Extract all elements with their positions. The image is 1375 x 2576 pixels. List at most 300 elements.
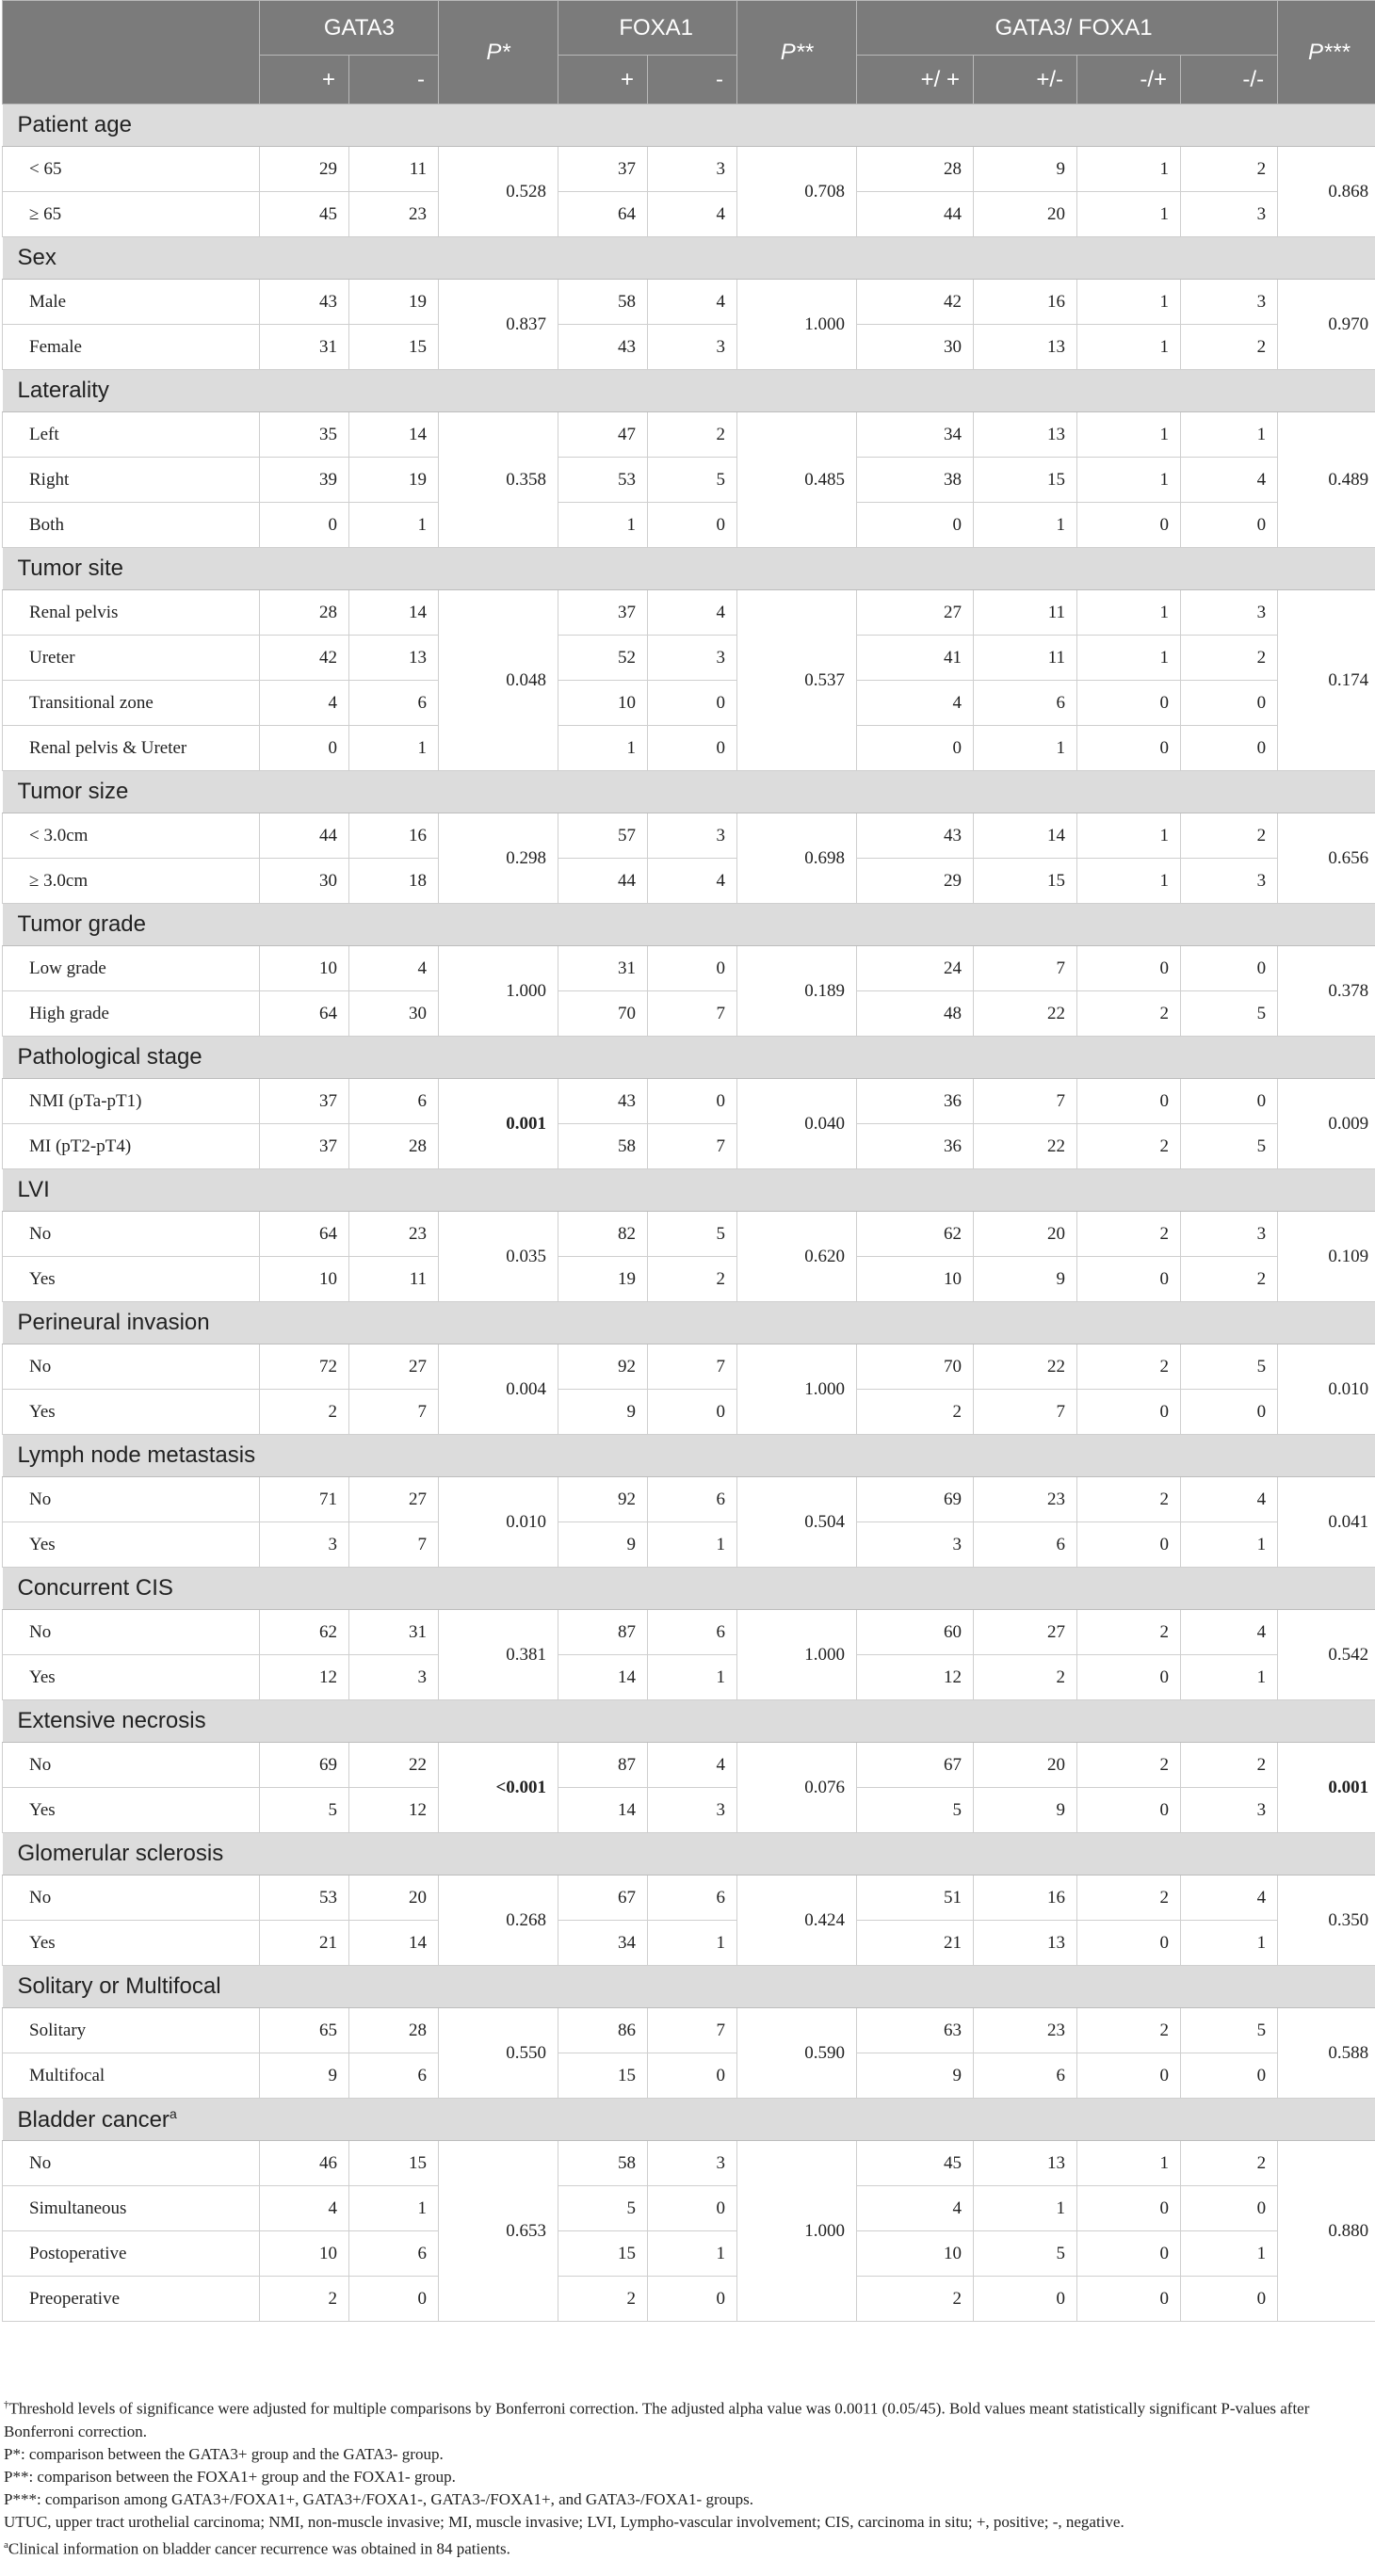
count-cell: 5 <box>857 1788 974 1833</box>
count-cell: 53 <box>558 458 648 503</box>
header-foxa1: FOXA1 <box>558 1 737 56</box>
count-cell: 0 <box>1077 1390 1181 1435</box>
count-cell: 2 <box>1077 1743 1181 1788</box>
count-cell: 12 <box>857 1655 974 1700</box>
count-cell: 1 <box>648 2231 737 2277</box>
count-cell: 30 <box>857 325 974 370</box>
count-cell: 2 <box>1077 2008 1181 2053</box>
count-cell: 10 <box>857 1257 974 1302</box>
row-label: < 3.0cm <box>3 813 260 859</box>
p-value-foxa1: 0.076 <box>737 1743 857 1833</box>
count-cell: 6 <box>349 2231 439 2277</box>
count-cell: 43 <box>558 1079 648 1124</box>
count-cell: 0 <box>1077 1522 1181 1568</box>
header-combo-pn: +/- <box>974 56 1077 105</box>
count-cell: 0 <box>1181 2053 1278 2099</box>
count-cell: 4 <box>1181 1876 1278 1921</box>
count-cell: 35 <box>260 412 349 458</box>
count-cell: 0 <box>648 726 737 771</box>
count-cell: 1 <box>1077 2141 1181 2186</box>
p-value-gata3: 0.010 <box>439 1477 558 1568</box>
category-row <box>3 1700 1375 1743</box>
count-cell: 27 <box>349 1344 439 1390</box>
row-label: No <box>3 1212 260 1257</box>
table-row <box>3 1610 1375 1655</box>
count-cell: 0 <box>1181 726 1278 771</box>
count-cell: 58 <box>558 280 648 325</box>
count-cell: 2 <box>260 1390 349 1435</box>
count-cell: 6 <box>349 1079 439 1124</box>
count-cell: 63 <box>857 2008 974 2053</box>
table-row <box>3 859 1375 904</box>
count-cell: 11 <box>974 636 1077 681</box>
count-cell: 64 <box>260 991 349 1037</box>
p-value-gata3: 1.000 <box>439 946 558 1037</box>
count-cell: 1 <box>558 503 648 548</box>
count-cell: 1 <box>1077 192 1181 237</box>
count-cell: 4 <box>1181 1610 1278 1655</box>
count-cell: 2 <box>1077 1610 1181 1655</box>
count-cell: 72 <box>260 1344 349 1390</box>
row-label: Yes <box>3 1655 260 1700</box>
count-cell: 0 <box>1181 2277 1278 2322</box>
p-value-gata3: 0.048 <box>439 590 558 771</box>
table-row <box>3 2277 1375 2322</box>
header-foxa1-neg: - <box>648 56 737 105</box>
p-value-gata3: 0.004 <box>439 1344 558 1435</box>
row-label: Both <box>3 503 260 548</box>
table-row <box>3 991 1375 1037</box>
table-row <box>3 1522 1375 1568</box>
category-row <box>3 1169 1375 1212</box>
count-cell: 13 <box>974 325 1077 370</box>
count-cell: 7 <box>974 1079 1077 1124</box>
count-cell: 0 <box>648 1079 737 1124</box>
table-row <box>3 280 1375 325</box>
count-cell: 22 <box>974 991 1077 1037</box>
count-cell: 5 <box>1181 1124 1278 1169</box>
count-cell: 22 <box>349 1743 439 1788</box>
count-cell: 4 <box>648 590 737 636</box>
row-label: Yes <box>3 1788 260 1833</box>
count-cell: 6 <box>349 681 439 726</box>
count-cell: 58 <box>558 1124 648 1169</box>
row-label: Renal pelvis & Ureter <box>3 726 260 771</box>
row-label: Right <box>3 458 260 503</box>
count-cell: 4 <box>1181 458 1278 503</box>
count-cell: 2 <box>1181 147 1278 192</box>
count-cell: 0 <box>1077 1655 1181 1700</box>
count-cell: 64 <box>558 192 648 237</box>
p-value-combined: 0.009 <box>1278 1079 1375 1169</box>
row-label: Simultaneous <box>3 2186 260 2231</box>
count-cell: 7 <box>648 2008 737 2053</box>
category-label: Extensive necrosis <box>3 1700 1375 1743</box>
count-cell: 37 <box>260 1124 349 1169</box>
count-cell: 1 <box>1077 859 1181 904</box>
count-cell: 57 <box>558 813 648 859</box>
p-value-combined: 0.656 <box>1278 813 1375 904</box>
count-cell: 3 <box>1181 192 1278 237</box>
count-cell: 1 <box>648 1522 737 1568</box>
count-cell: 71 <box>260 1477 349 1522</box>
p-value-combined: 0.001 <box>1278 1743 1375 1833</box>
count-cell: 2 <box>1181 1743 1278 1788</box>
count-cell: 42 <box>260 636 349 681</box>
count-cell: 3 <box>349 1655 439 1700</box>
count-cell: 36 <box>857 1079 974 1124</box>
count-cell: 6 <box>974 1522 1077 1568</box>
count-cell: 2 <box>974 1655 1077 1700</box>
count-cell: 0 <box>648 681 737 726</box>
count-cell: 0 <box>857 503 974 548</box>
count-cell: 0 <box>1077 1257 1181 1302</box>
count-cell: 3 <box>260 1522 349 1568</box>
footnote-p3: P***: comparison among GATA3+/FOXA1+, GATA3+/FOXA1-, GATA3-/FOXA1+, and GATA3-/FOXA1- groups. <box>4 2489 753 2508</box>
count-cell: 0 <box>648 2277 737 2322</box>
count-cell: 48 <box>857 991 974 1037</box>
table-row <box>3 813 1375 859</box>
table-row <box>3 2186 1375 2231</box>
count-cell: 70 <box>558 991 648 1037</box>
count-cell: 28 <box>349 2008 439 2053</box>
count-cell: 11 <box>349 147 439 192</box>
count-cell: 3 <box>1181 859 1278 904</box>
count-cell: 5 <box>648 1212 737 1257</box>
p-value-combined: 0.350 <box>1278 1876 1375 1966</box>
count-cell: 7 <box>349 1522 439 1568</box>
count-cell: 2 <box>1077 1876 1181 1921</box>
count-cell: 3 <box>648 2141 737 2186</box>
count-cell: 13 <box>349 636 439 681</box>
count-cell: 1 <box>1181 1522 1278 1568</box>
category-footnote-mark: a <box>169 2105 177 2121</box>
count-cell: 16 <box>974 280 1077 325</box>
count-cell: 0 <box>974 2277 1077 2322</box>
count-cell: 15 <box>974 859 1077 904</box>
count-cell: 2 <box>1181 813 1278 859</box>
row-label: NMI (pTa-pT1) <box>3 1079 260 1124</box>
p-value-gata3: 0.653 <box>439 2141 558 2322</box>
count-cell: 67 <box>558 1876 648 1921</box>
count-cell: 31 <box>349 1610 439 1655</box>
count-cell: 0 <box>1181 2186 1278 2231</box>
category-row <box>3 548 1375 590</box>
count-cell: 13 <box>974 1921 1077 1966</box>
header-combo-np: -/+ <box>1077 56 1181 105</box>
count-cell: 10 <box>260 1257 349 1302</box>
count-cell: 0 <box>1077 2053 1181 2099</box>
p-value-gata3: 0.001 <box>439 1079 558 1169</box>
count-cell: 31 <box>558 946 648 991</box>
category-label: Lymph node metastasis <box>3 1435 1375 1477</box>
count-cell: 1 <box>648 1655 737 1700</box>
count-cell: 18 <box>349 859 439 904</box>
count-cell: 14 <box>558 1788 648 1833</box>
count-cell: 15 <box>558 2053 648 2099</box>
p-value-combined: 0.109 <box>1278 1212 1375 1302</box>
count-cell: 3 <box>1181 1788 1278 1833</box>
count-cell: 0 <box>1181 503 1278 548</box>
table-row <box>3 590 1375 636</box>
count-cell: 0 <box>1077 503 1181 548</box>
count-cell: 23 <box>349 192 439 237</box>
p-value-foxa1: 0.040 <box>737 1079 857 1169</box>
p-value-foxa1: 0.504 <box>737 1477 857 1568</box>
category-label: Solitary or Multifocal <box>3 1966 1375 2008</box>
table-header <box>3 1 1375 105</box>
count-cell: 23 <box>974 2008 1077 2053</box>
table-row <box>3 1124 1375 1169</box>
count-cell: 1 <box>1181 412 1278 458</box>
p-value-foxa1: 1.000 <box>737 280 857 370</box>
table-row <box>3 946 1375 991</box>
category-label: Glomerular sclerosis <box>3 1833 1375 1876</box>
category-row <box>3 1966 1375 2008</box>
header-gata3-pos: + <box>260 56 349 105</box>
p-value-combined: 0.378 <box>1278 946 1375 1037</box>
count-cell: 14 <box>349 1921 439 1966</box>
count-cell: 7 <box>648 1124 737 1169</box>
p-value-combined: 0.970 <box>1278 280 1375 370</box>
count-cell: 47 <box>558 412 648 458</box>
count-cell: 0 <box>1077 1788 1181 1833</box>
category-row <box>3 1037 1375 1079</box>
p-value-gata3: 0.528 <box>439 147 558 237</box>
count-cell: 0 <box>1077 681 1181 726</box>
row-label: < 65 <box>3 147 260 192</box>
count-cell: 0 <box>1077 1921 1181 1966</box>
count-cell: 9 <box>260 2053 349 2099</box>
footnote-bladder: $^a$Clinical information on bladder cancer recurrence was obtained in 84 patients. <box>4 2538 510 2558</box>
count-cell: 19 <box>349 280 439 325</box>
p-value-gata3: 0.358 <box>439 412 558 548</box>
count-cell: 2 <box>1077 1344 1181 1390</box>
count-cell: 1 <box>349 2186 439 2231</box>
row-label: Renal pelvis <box>3 590 260 636</box>
count-cell: 4 <box>857 681 974 726</box>
count-cell: 13 <box>974 2141 1077 2186</box>
table-row <box>3 147 1375 192</box>
category-row <box>3 2099 1375 2141</box>
count-cell: 28 <box>857 147 974 192</box>
p-value-combined: 0.174 <box>1278 590 1375 771</box>
count-cell: 4 <box>349 946 439 991</box>
count-cell: 7 <box>974 946 1077 991</box>
count-cell: 5 <box>558 2186 648 2231</box>
row-label: Preoperative <box>3 2277 260 2322</box>
p-value-foxa1: 0.189 <box>737 946 857 1037</box>
footnote-p1: P*: comparison between the GATA3+ group and the GATA3- group. <box>4 2444 444 2463</box>
count-cell: 1 <box>1077 325 1181 370</box>
count-cell: 92 <box>558 1344 648 1390</box>
count-cell: 44 <box>857 192 974 237</box>
table-row <box>3 1788 1375 1833</box>
header-p1: P* <box>439 1 558 105</box>
count-cell: 1 <box>1181 1921 1278 1966</box>
count-cell: 5 <box>1181 2008 1278 2053</box>
count-cell: 45 <box>857 2141 974 2186</box>
count-cell: 6 <box>648 1876 737 1921</box>
row-label: Yes <box>3 1921 260 1966</box>
count-cell: 9 <box>974 147 1077 192</box>
count-cell: 5 <box>1181 991 1278 1037</box>
count-cell: 0 <box>1077 1079 1181 1124</box>
count-cell: 13 <box>974 412 1077 458</box>
table-row <box>3 192 1375 237</box>
table-row <box>3 681 1375 726</box>
count-cell: 0 <box>648 2186 737 2231</box>
p-value-gata3: 0.381 <box>439 1610 558 1700</box>
count-cell: 14 <box>349 412 439 458</box>
count-cell: 0 <box>349 2277 439 2322</box>
count-cell: 0 <box>648 1390 737 1435</box>
category-label: Tumor grade <box>3 904 1375 946</box>
table-row <box>3 1257 1375 1302</box>
count-cell: 4 <box>648 1743 737 1788</box>
count-cell: 34 <box>558 1921 648 1966</box>
table-row <box>3 2231 1375 2277</box>
count-cell: 27 <box>974 1610 1077 1655</box>
table-row <box>3 1344 1375 1390</box>
count-cell: 2 <box>1077 991 1181 1037</box>
count-cell: 3 <box>1181 1212 1278 1257</box>
table-body <box>3 105 1375 2322</box>
category-row <box>3 904 1375 946</box>
count-cell: 29 <box>260 147 349 192</box>
count-cell: 10 <box>558 681 648 726</box>
count-cell: 6 <box>648 1610 737 1655</box>
header-p2: P** <box>737 1 857 105</box>
count-cell: 4 <box>1181 1477 1278 1522</box>
count-cell: 14 <box>974 813 1077 859</box>
category-row <box>3 237 1375 280</box>
p-value-combined: 0.588 <box>1278 2008 1375 2099</box>
category-row <box>3 370 1375 412</box>
count-cell: 7 <box>349 1390 439 1435</box>
count-cell: 62 <box>857 1212 974 1257</box>
count-cell: 0 <box>648 2053 737 2099</box>
count-cell: 44 <box>558 859 648 904</box>
count-cell: 46 <box>260 2141 349 2186</box>
count-cell: 20 <box>974 1212 1077 1257</box>
count-cell: 6 <box>974 681 1077 726</box>
count-cell: 3 <box>648 636 737 681</box>
header-combo-pp: +/ + <box>857 56 974 105</box>
count-cell: 12 <box>349 1788 439 1833</box>
count-cell: 38 <box>857 458 974 503</box>
count-cell: 21 <box>260 1921 349 1966</box>
count-cell: 28 <box>260 590 349 636</box>
count-cell: 11 <box>974 590 1077 636</box>
count-cell: 2 <box>260 2277 349 2322</box>
count-cell: 51 <box>857 1876 974 1921</box>
count-cell: 10 <box>260 2231 349 2277</box>
table-row <box>3 1212 1375 1257</box>
table-row <box>3 1921 1375 1966</box>
row-label: No <box>3 2141 260 2186</box>
count-cell: 0 <box>1181 946 1278 991</box>
count-cell: 22 <box>974 1344 1077 1390</box>
table-row <box>3 1477 1375 1522</box>
count-cell: 1 <box>1077 813 1181 859</box>
category-label: Tumor site <box>3 548 1375 590</box>
count-cell: 2 <box>857 1390 974 1435</box>
count-cell: 0 <box>857 726 974 771</box>
count-cell: 0 <box>1077 726 1181 771</box>
count-cell: 1 <box>648 1921 737 1966</box>
row-label: No <box>3 1743 260 1788</box>
count-cell: 0 <box>1077 946 1181 991</box>
count-cell: 1 <box>1077 590 1181 636</box>
category-label: LVI <box>3 1169 1375 1212</box>
count-cell: 69 <box>260 1743 349 1788</box>
count-cell: 36 <box>857 1124 974 1169</box>
count-cell: 45 <box>260 192 349 237</box>
count-cell: 20 <box>974 1743 1077 1788</box>
count-cell: 6 <box>349 2053 439 2099</box>
count-cell: 44 <box>260 813 349 859</box>
count-cell: 9 <box>558 1522 648 1568</box>
row-label: ≥ 3.0cm <box>3 859 260 904</box>
category-label: Tumor size <box>3 771 1375 813</box>
p-value-foxa1: 0.708 <box>737 147 857 237</box>
count-cell: 3 <box>1181 280 1278 325</box>
header-gata3: GATA3 <box>260 1 439 56</box>
count-cell: 31 <box>260 325 349 370</box>
count-cell: 64 <box>260 1212 349 1257</box>
count-cell: 52 <box>558 636 648 681</box>
p-value-gata3: 0.268 <box>439 1876 558 1966</box>
p-value-gata3: 0.035 <box>439 1212 558 1302</box>
header-gata3-neg: - <box>349 56 439 105</box>
count-cell: 70 <box>857 1344 974 1390</box>
count-cell: 82 <box>558 1212 648 1257</box>
count-cell: 14 <box>349 590 439 636</box>
count-cell: 0 <box>648 503 737 548</box>
count-cell: 43 <box>558 325 648 370</box>
count-cell: 34 <box>857 412 974 458</box>
count-cell: 53 <box>260 1876 349 1921</box>
header-blank <box>3 1 260 105</box>
table-footnotes <box>4 2393 1369 2560</box>
count-cell: 4 <box>857 2186 974 2231</box>
count-cell: 21 <box>857 1921 974 1966</box>
category-row <box>3 1833 1375 1876</box>
count-cell: 9 <box>857 2053 974 2099</box>
count-cell: 1 <box>974 2186 1077 2231</box>
row-label: Postoperative <box>3 2231 260 2277</box>
count-cell: 2 <box>558 2277 648 2322</box>
count-cell: 6 <box>648 1477 737 1522</box>
p-value-gata3: 0.550 <box>439 2008 558 2099</box>
count-cell: 5 <box>648 458 737 503</box>
category-label: Pathological stage <box>3 1037 1375 1079</box>
count-cell: 9 <box>974 1788 1077 1833</box>
count-cell: 23 <box>349 1212 439 1257</box>
category-row <box>3 1568 1375 1610</box>
count-cell: 2 <box>857 2277 974 2322</box>
table-row <box>3 503 1375 548</box>
count-cell: 2 <box>1181 325 1278 370</box>
count-cell: 7 <box>974 1390 1077 1435</box>
count-cell: 60 <box>857 1610 974 1655</box>
count-cell: 0 <box>260 726 349 771</box>
count-cell: 2 <box>1077 1124 1181 1169</box>
p-value-foxa1: 0.424 <box>737 1876 857 1966</box>
count-cell: 1 <box>974 726 1077 771</box>
count-cell: 4 <box>648 192 737 237</box>
